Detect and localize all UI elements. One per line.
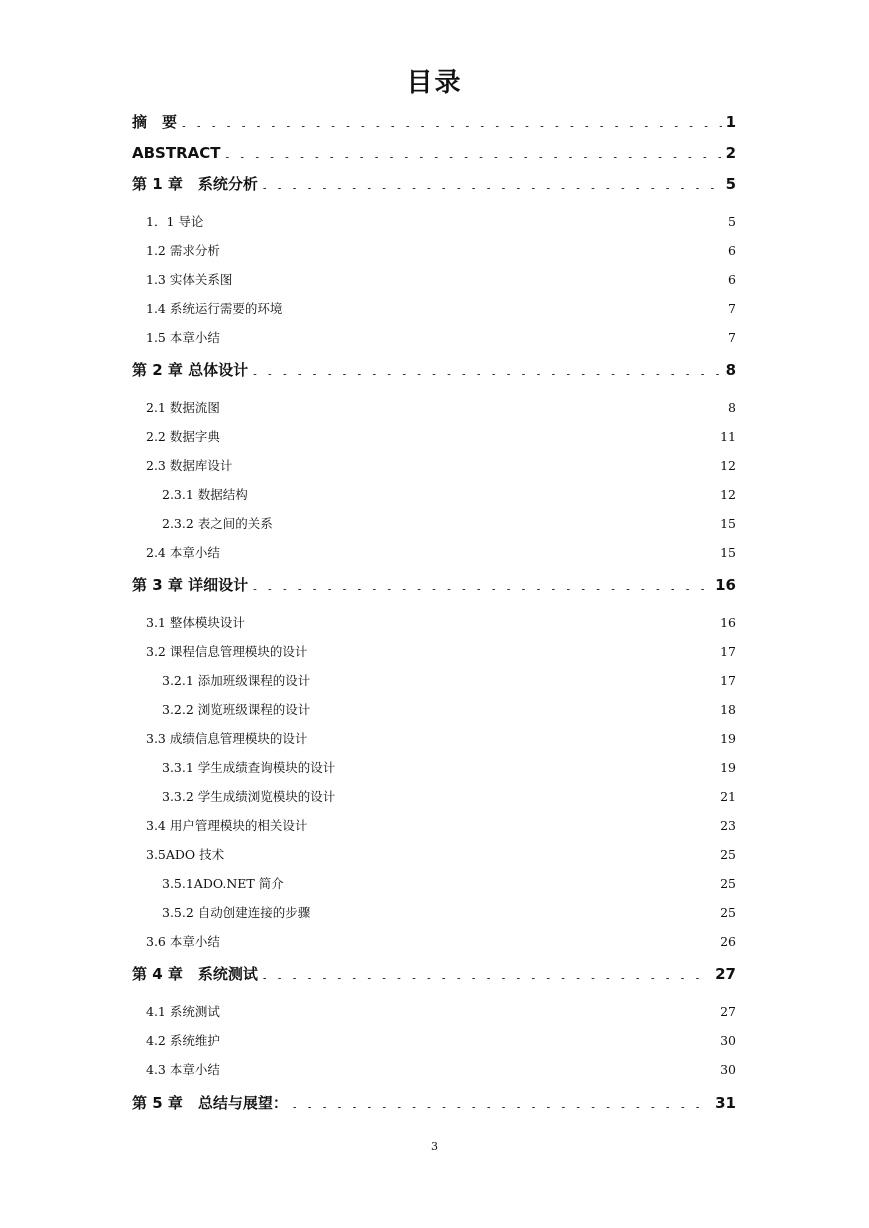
toc-dot-leader — [228, 847, 716, 860]
toc-entry-label: 3.5.2 自动创建连接的步骤 — [162, 905, 311, 920]
toc-entry-page: 25 — [720, 905, 736, 920]
toc-entry[interactable] — [146, 239, 736, 263]
toc-entry[interactable] — [162, 483, 736, 507]
toc-dot-leader — [224, 330, 724, 343]
toc-entry[interactable] — [146, 727, 736, 751]
toc-entry-label: 3.5ADO 技术 — [146, 847, 225, 862]
toc-dot-leader — [224, 1004, 716, 1017]
toc-entry-page: 21 — [720, 789, 736, 804]
toc-dot-leader — [181, 112, 722, 127]
toc-dot-leader — [311, 644, 716, 657]
toc-entry[interactable] — [146, 611, 736, 635]
toc-entry-page: 6 — [728, 243, 736, 258]
toc-dot-leader — [286, 301, 724, 314]
page-number: 3 — [431, 1140, 438, 1153]
toc-entry-label: 1.4 系统运行需要的环境 — [146, 301, 283, 316]
toc-entry[interactable] — [162, 669, 736, 693]
toc-dot-leader — [277, 516, 716, 529]
toc-entry[interactable] — [146, 930, 736, 954]
toc-entry[interactable] — [132, 962, 736, 986]
toc-dot-leader — [224, 545, 716, 558]
toc-entry-label: 4.1 系统测试 — [146, 1004, 220, 1019]
toc-entry[interactable] — [146, 1058, 736, 1082]
toc-entry-page: 16 — [715, 576, 736, 594]
toc-entry-label: 2.3.2 表之间的关系 — [162, 516, 273, 531]
toc-entry-page: 27 — [720, 1004, 736, 1019]
toc-entry[interactable] — [146, 1000, 736, 1024]
toc-entry[interactable] — [162, 756, 736, 780]
toc-entry-page: 25 — [720, 876, 736, 891]
toc-entry[interactable] — [146, 640, 736, 664]
toc-entry[interactable] — [146, 268, 736, 292]
toc-entry[interactable] — [132, 573, 736, 597]
toc-dot-leader — [311, 818, 716, 831]
toc-entry-label: 1.3 实体关系图 — [146, 272, 233, 287]
toc-entry[interactable] — [146, 454, 736, 478]
toc-entry-page: 2 — [725, 144, 736, 162]
toc-entry-page: 19 — [720, 731, 736, 746]
toc-entry-label: 2.1 数据流图 — [146, 400, 220, 415]
toc-dot-leader — [207, 214, 724, 227]
toc-dot-leader — [314, 702, 716, 715]
toc-entry-page: 15 — [720, 516, 736, 531]
toc-entry-label: 2.2 数据字典 — [146, 429, 220, 444]
toc-entry[interactable] — [146, 396, 736, 420]
toc-dot-leader — [314, 905, 716, 918]
toc-entry-label: 4.3 本章小结 — [146, 1062, 220, 1077]
toc-entry-page: 18 — [720, 702, 736, 717]
toc-entry-page: 15 — [720, 545, 736, 560]
toc-entry-page: 6 — [728, 272, 736, 287]
toc-dot-leader — [224, 143, 721, 158]
toc-dot-leader — [224, 243, 724, 256]
toc-entry-label: 2.3 数据库设计 — [146, 458, 233, 473]
toc-entry[interactable] — [146, 843, 736, 867]
toc-dot-leader — [252, 487, 716, 500]
toc-entry-page: 16 — [720, 615, 736, 630]
toc-dot-leader — [262, 964, 711, 979]
toc-entry-page: 19 — [720, 760, 736, 775]
toc-entry[interactable] — [146, 1029, 736, 1053]
toc-dot-leader — [249, 615, 716, 628]
toc-entry[interactable] — [132, 141, 736, 165]
toc-entry-label: 3.2 课程信息管理模块的设计 — [146, 644, 308, 659]
toc-entry-page: 27 — [715, 965, 736, 983]
toc-entry-label: 3.3 成绩信息管理模块的设计 — [146, 731, 308, 746]
toc-dot-leader — [224, 429, 716, 442]
toc-entry-label: 3.2.2 浏览班级课程的设计 — [162, 702, 311, 717]
toc-entry-label: 1.5 本章小结 — [146, 330, 220, 345]
toc-dot-leader — [288, 876, 716, 889]
toc-entry-label: 3.1 整体模块设计 — [146, 615, 245, 630]
toc-entry-label: 2.3.1 数据结构 — [162, 487, 248, 502]
toc-dot-leader — [292, 1093, 711, 1108]
toc-entry[interactable] — [146, 814, 736, 838]
toc-title: 目录 — [406, 68, 463, 98]
toc-entry[interactable] — [146, 541, 736, 565]
toc-entry-page: 5 — [728, 214, 736, 229]
toc-entry-page: 12 — [720, 458, 736, 473]
toc-dot-leader — [339, 760, 716, 773]
toc-dot-leader — [314, 673, 716, 686]
toc-entry-label: 3.2.1 添加班级课程的设计 — [162, 673, 311, 688]
toc-entry[interactable] — [162, 698, 736, 722]
toc-dot-leader — [262, 174, 722, 189]
toc-entry-page: 5 — [725, 175, 736, 193]
toc-entry-page: 31 — [715, 1094, 736, 1112]
toc-dot-leader — [236, 458, 716, 471]
toc-dot-leader — [311, 731, 716, 744]
toc-entry-label: 2.4 本章小结 — [146, 545, 220, 560]
toc-entry[interactable] — [132, 172, 736, 196]
toc-entry-page: 11 — [720, 429, 736, 444]
toc-entry-page: 30 — [720, 1033, 736, 1048]
toc-entry[interactable] — [132, 1091, 736, 1115]
toc-entry[interactable] — [132, 358, 736, 382]
toc-dot-leader — [224, 1033, 716, 1046]
toc-entry-label: 3.3.2 学生成绩浏览模块的设计 — [162, 789, 336, 804]
toc-entry-page: 8 — [728, 400, 736, 415]
toc-entry-label: 第 5 章 总结与展望： — [132, 1094, 288, 1112]
toc-entry[interactable] — [162, 512, 736, 536]
toc-entry-label: 1.2 需求分析 — [146, 243, 220, 258]
toc-dot-leader — [224, 1062, 716, 1075]
toc-entry[interactable] — [162, 901, 736, 925]
toc-entry-label: 3.5.1ADO.NET 简介 — [162, 876, 284, 891]
toc-entry[interactable] — [162, 872, 736, 896]
toc-dot-leader — [236, 272, 724, 285]
toc-entry-label: 第 2 章 总体设计 — [132, 361, 249, 379]
toc-entry-page: 23 — [720, 818, 736, 833]
toc-dot-leader — [339, 789, 716, 802]
toc-entry-page: 17 — [720, 673, 736, 688]
toc-entry-label: 3.6 本章小结 — [146, 934, 220, 949]
toc-entry-page: 1 — [725, 113, 736, 131]
toc-dot-leader — [252, 360, 721, 375]
toc-entry-page: 17 — [720, 644, 736, 659]
toc-entry[interactable] — [132, 110, 736, 134]
toc-entry-page: 25 — [720, 847, 736, 862]
toc-entry-label: 摘 要 — [132, 113, 178, 131]
toc-entry-label: 1．1 导论 — [146, 214, 204, 229]
toc-entry[interactable] — [146, 326, 736, 350]
toc-entry-page: 7 — [728, 301, 736, 316]
toc-entry-page: 7 — [728, 330, 736, 345]
toc-entry-label: ABSTRACT — [132, 144, 221, 162]
toc-dot-leader — [224, 400, 724, 413]
toc-entry[interactable] — [146, 425, 736, 449]
toc-entry-page: 12 — [720, 487, 736, 502]
toc-entry-page: 8 — [725, 361, 736, 379]
toc-dot-leader — [252, 575, 711, 590]
toc-entry-label: 3.3.1 学生成绩查询模块的设计 — [162, 760, 336, 775]
toc-entry-page: 26 — [720, 934, 736, 949]
toc-entry-label: 4.2 系统维护 — [146, 1033, 220, 1048]
toc-dot-leader — [224, 934, 716, 947]
toc-entry[interactable] — [146, 210, 736, 234]
toc-entry-label: 第 3 章 详细设计 — [132, 576, 249, 594]
toc-entry-page: 30 — [720, 1062, 736, 1077]
toc-entry[interactable] — [162, 785, 736, 809]
toc-entry-label: 3.4 用户管理模块的相关设计 — [146, 818, 308, 833]
toc-entry-label: 第 1 章 系统分析 — [132, 175, 258, 193]
toc-entry-label: 第 4 章 系统测试 — [132, 965, 258, 983]
toc-entry[interactable] — [146, 297, 736, 321]
